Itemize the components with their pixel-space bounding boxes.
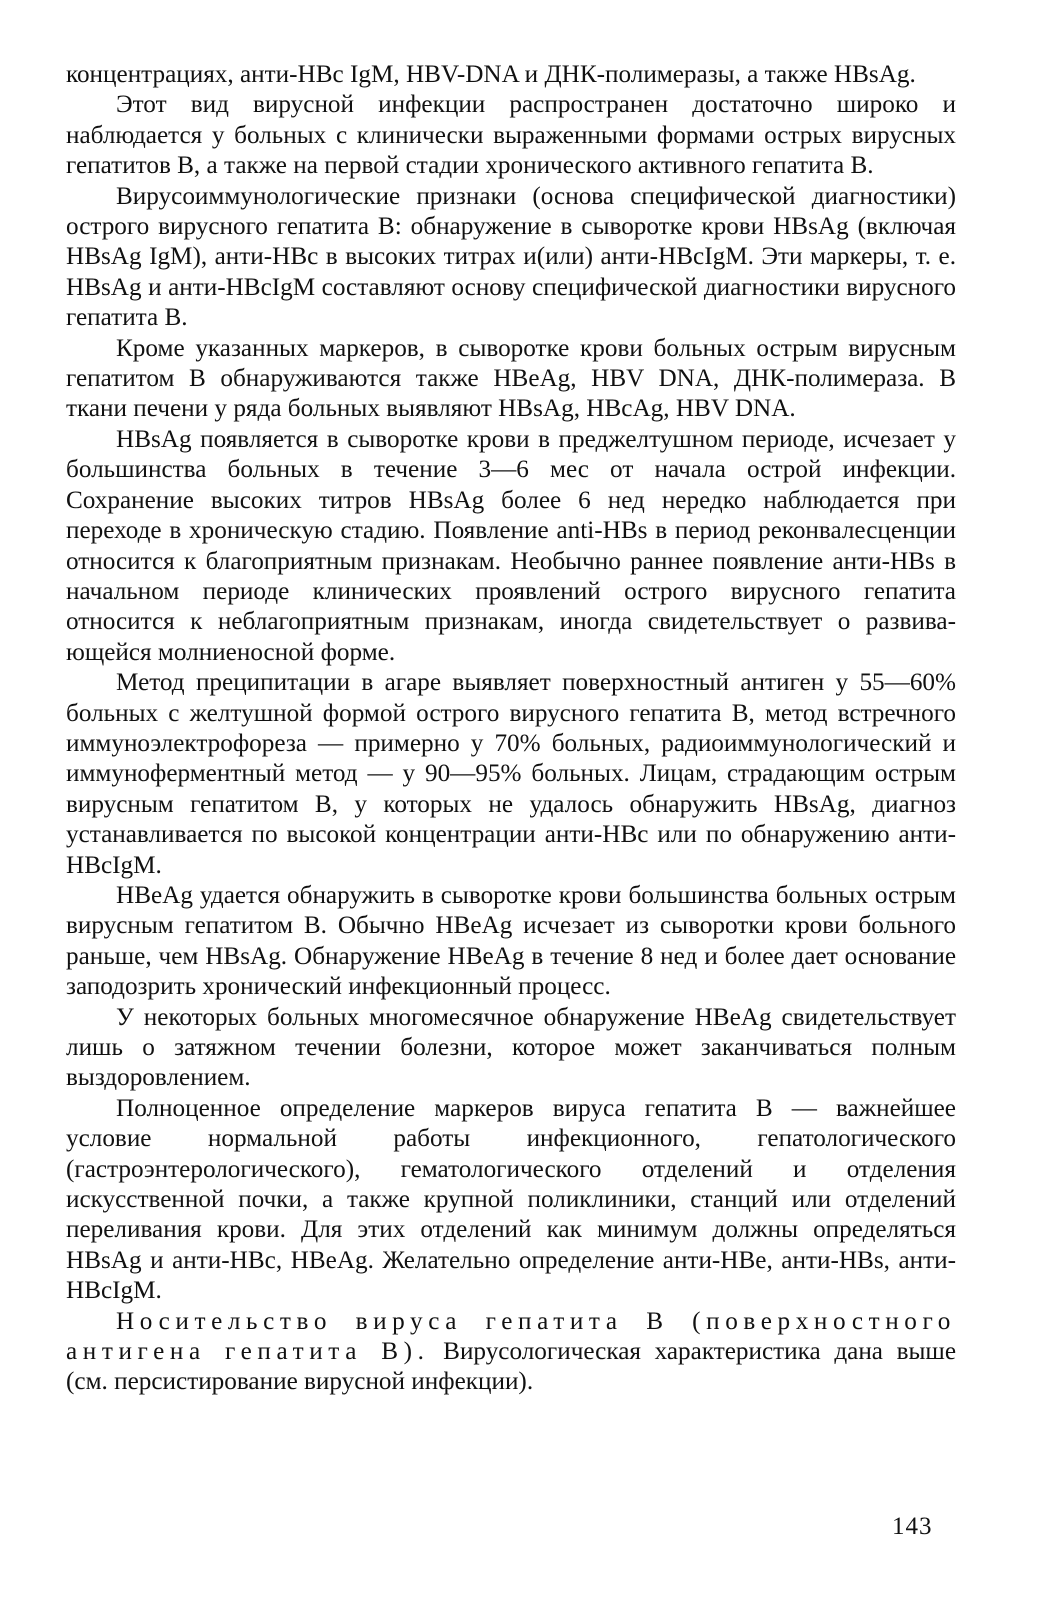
paragraph: У некоторых больных многомесячное обнаружение HBeAg свидетельствует лишь о затяжном течении болезни, которое может заканчиваться полным выздоровлением. [66, 1003, 956, 1092]
paragraph: Этот вид вирусной инфекции распространен достаточно широко и наблюдается у больных с клинически выраженными формами острых вирусных гепатитов В, а также на первой стадии хронического активного гепатита В. [66, 91, 956, 180]
paragraph: Вирусоиммунологические признаки (основа специфической диагностики) острого вирусного гепатита В: обнаружение в сыворотке крови HBsAg (включая HBsAg IgM), анти-HBc в высоких титрах и(или) анти-HBcIgM. Эти маркеры, т. е. HBsAg и анти-HBcIgM составляют основу специфической диагностики вирусного гепатита В. [66, 182, 956, 332]
paragraph: Метод преципитации в агаре выявляет поверхностный антиген у 55—60% больных с желтушной формой острого вирусного гепатита В, метод встречного иммуноэлектрофореза — примерно у 70% больных, радиоиммунологический и иммуноферментный метод — у 90—95% больных. Лицам, страдающим острым вирусным гепатитом В, у которых не удалось обнаружить HBsAg, диагноз устанавливается по высокой концентрации анти-HBc или по обнаружению анти-HBcIgM. [66, 669, 956, 879]
body-text [66, 60, 956, 1398]
page-number: 143 [892, 1513, 933, 1540]
spaced-heading: Носительство вируса гепатита В (поверхностного антигена гепатита В). [66, 1307, 956, 1366]
paragraph: Полноценное определение маркеров вируса гепатита В — важнейшее условие нормальной работы инфекционного, гепатологического (гастроэнтерологического), гематологического отделений и отделения искусственной почки, а также крупной поликлиники, станций или отделений переливания крови. Для этих отделений как минимум должны определяться HBsAg и анти-HBc, HBeAg. Желательно определение анти-HBe, анти-HBs, анти-HBcIgM. [66, 1094, 956, 1305]
paragraph: HBsAg появляется в сыворотке крови в преджелтушном периоде, исчезает у большинства больных в течение 3—6 мес от начала острой инфекции. Сохранение высоких титров HBsAg более 6 нед нередко наблюдается при переходе в хроническую стадию. Появление anti-HBs в период реконвалесценции относится к благоприятным признакам. Необычно раннее появление анти-HBs в начальном периоде клинических проявлений острого вирусного гепатита относится к неблагоприятным признакам, иногда свидетельствует о развивающейся молниеносной форме. [66, 425, 956, 666]
paragraph-carrier-state [66, 1307, 956, 1398]
paragraph: Кроме указанных маркеров, в сыворотке крови больных острым вирусным гепатитом В обнаруживаются также HBeAg, HBV DNA, ДНК-полимераза. В ткани печени у ряда больных выявляют HBsAg, HBcAg, HBV DNA. [66, 334, 956, 423]
paragraph-rest: Вирусологическая характеристика дана выше (см. персистирование вирусной инфекции). [66, 1338, 957, 1396]
paragraph-continued: концентрациях, анти-HBc IgM, HBV-DNA и ДНК-полимеразы, а также HBsAg. [66, 61, 916, 88]
paragraph: HBeAg удается обнаружить в сыворотке крови большинства больных острым вирусным гепатитом В. Обычно HBeAg исчезает из сыворотки крови больного раньше, чем HBsAg. Обнаружение HBeAg в течение 8 нед и более дает основание заподозрить хронический инфекционный процесс. [66, 881, 956, 1001]
